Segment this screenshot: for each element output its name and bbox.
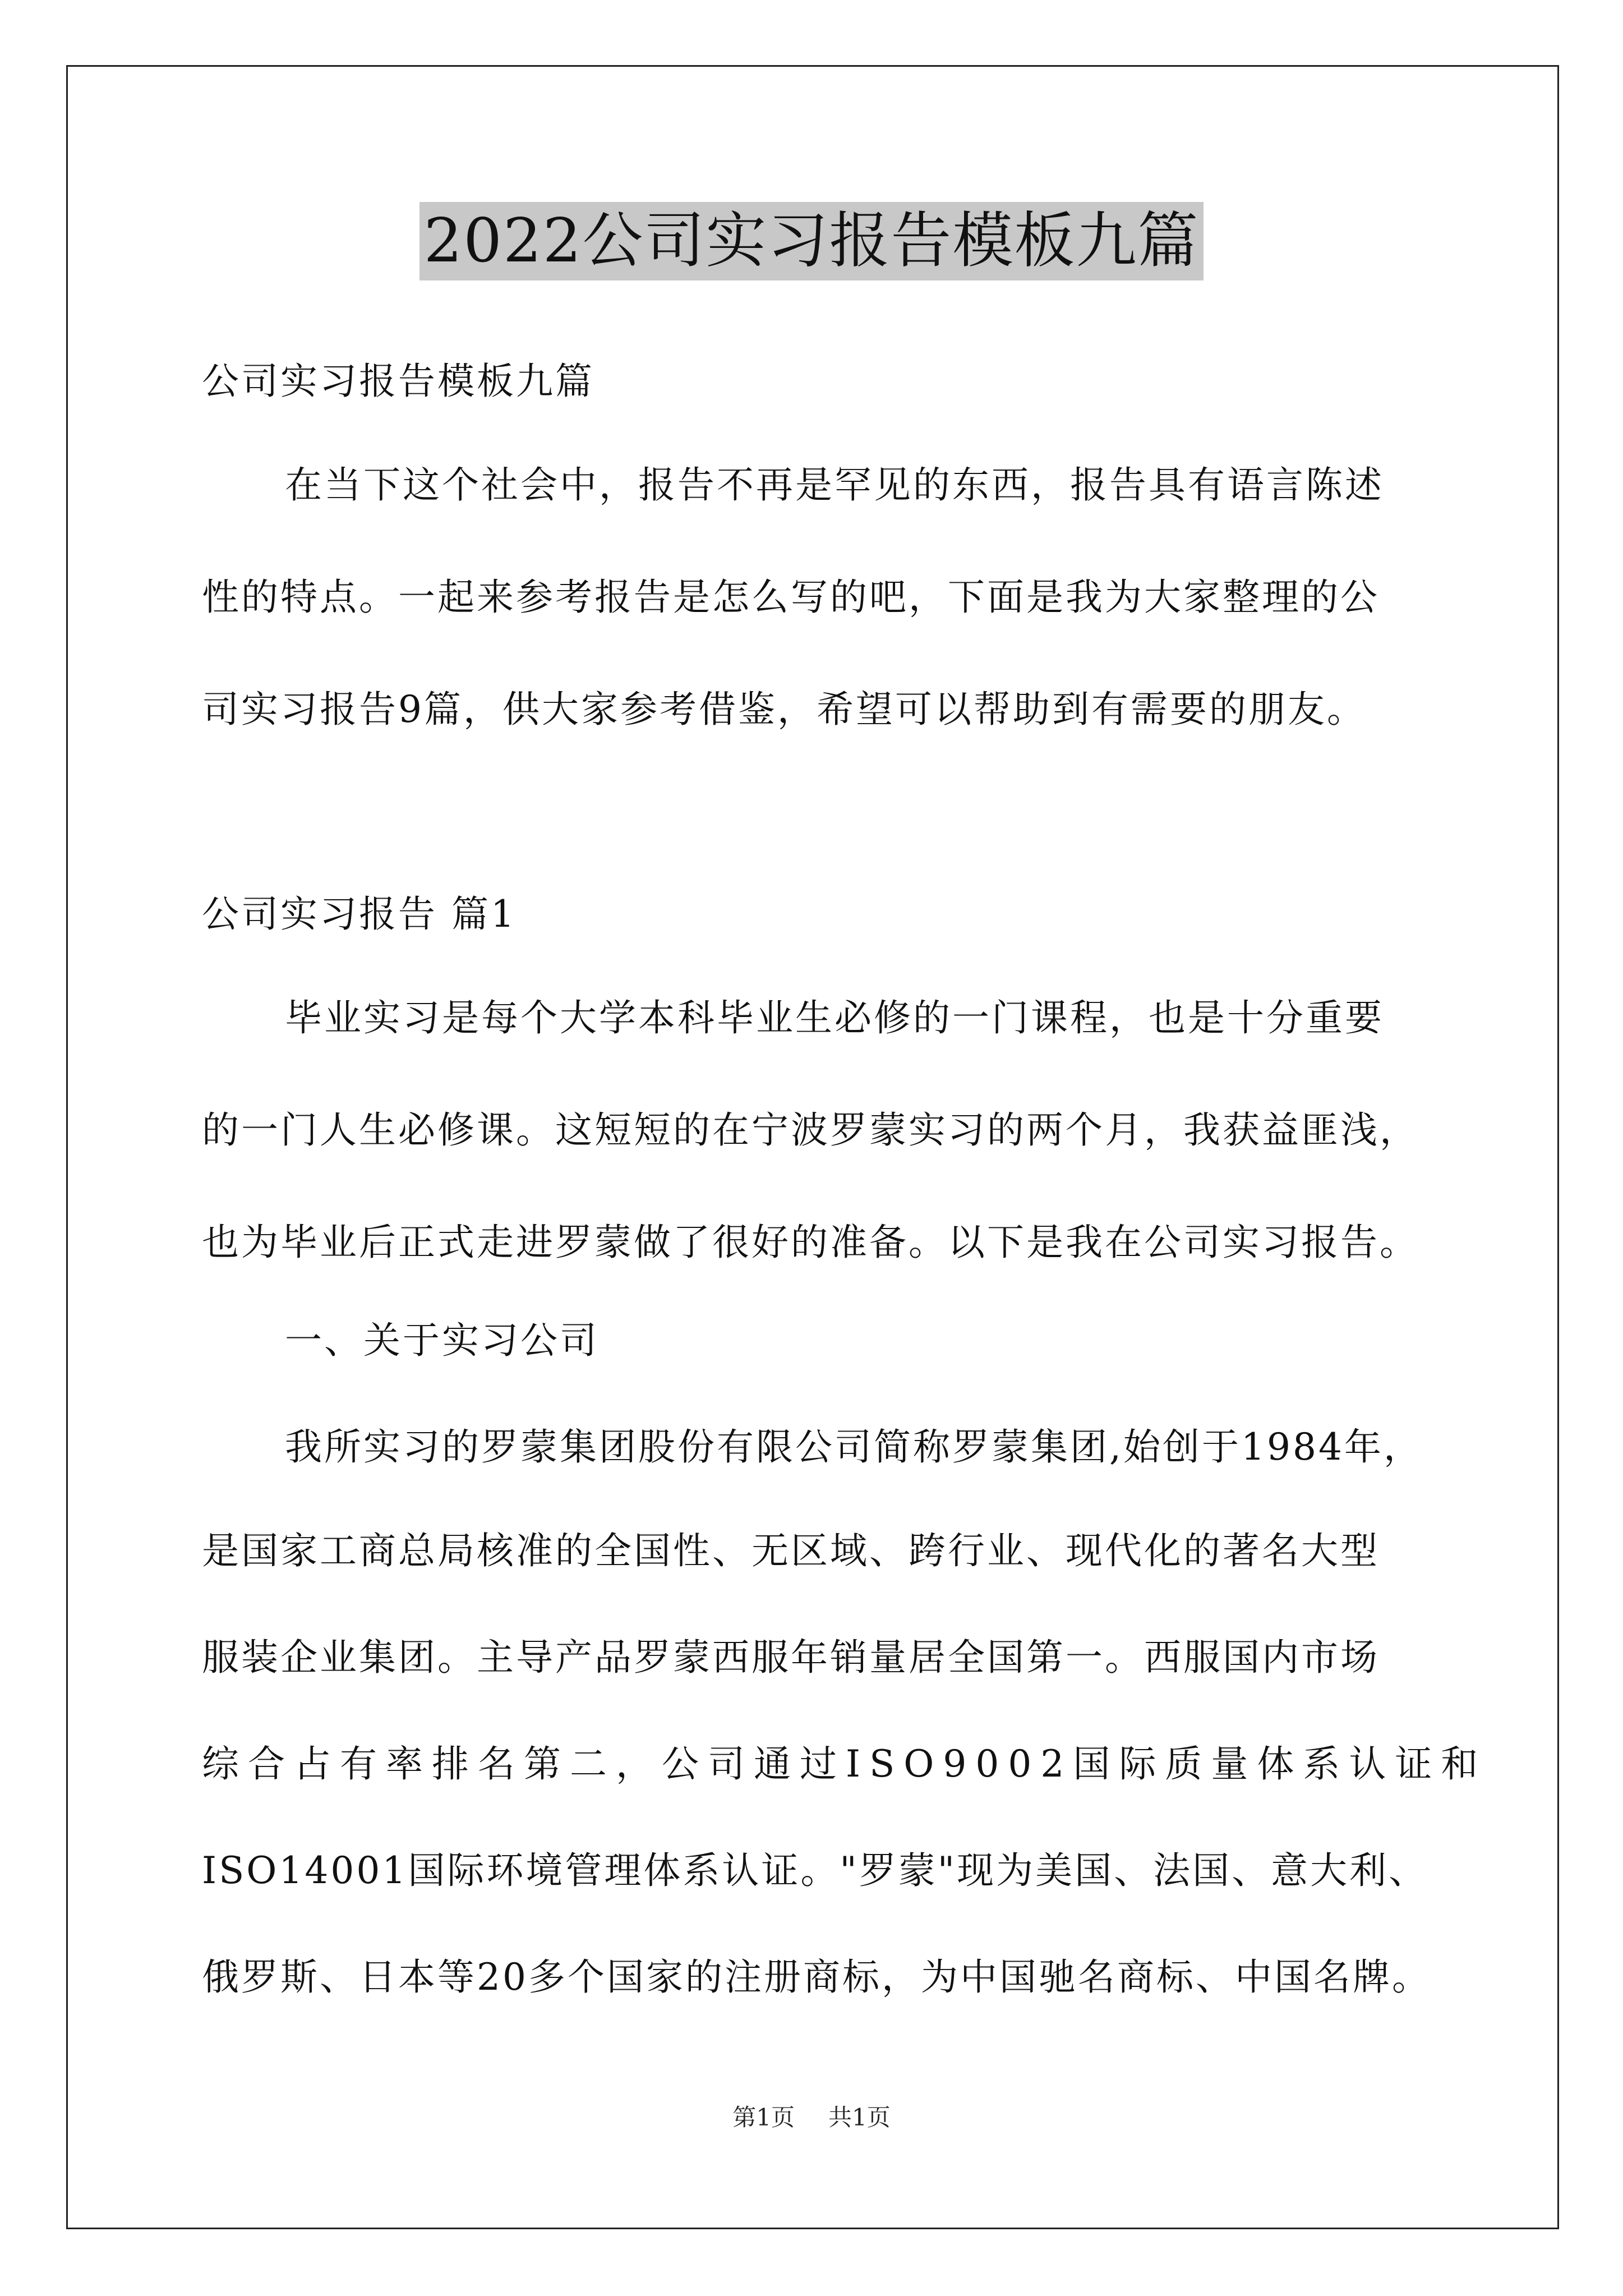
page-number: 第1页	[732, 2104, 795, 2131]
paragraph-line: ISO14001国际环境管理体系认证。"罗蒙"现为美国、法国、意大利、	[202, 1849, 1428, 1892]
intro-line: 在当下这个社会中，报告不再是罕见的东西，报告具有语言陈述	[285, 463, 1384, 507]
paragraph-line: 也为毕业后正式走进罗蒙做了很好的准备。以下是我在公司实习报告。	[202, 1221, 1419, 1264]
paragraph-line: 是国家工商总局核准的全国性、无区域、跨行业、现代化的著名大型	[202, 1529, 1380, 1572]
paragraph-line: 服装企业集团。主导产品罗蒙西服年销量居全国第一。西服国内市场	[202, 1636, 1380, 1679]
paragraph-line: 俄罗斯、日本等20多个国家的注册商标，为中国驰名商标、中国名牌。	[202, 1955, 1431, 1999]
paragraph-line: 毕业实习是每个大学本科毕业生必修的一门课程，也是十分重要	[285, 996, 1384, 1039]
intro-line: 司实习报告9篇，供大家参考借鉴，希望可以帮助到有需要的朋友。	[202, 688, 1366, 731]
intro-line: 性的特点。一起来参考报告是怎么写的吧，下面是我为大家整理的公	[202, 576, 1380, 619]
document-title: 2022公司实习报告模板九篇	[419, 202, 1204, 280]
title-container	[0, 202, 1623, 280]
document-subtitle: 公司实习报告模板九篇	[202, 360, 594, 403]
subheading: 一、关于实习公司	[285, 1319, 599, 1362]
paragraph-line: 的一门人生必修课。这短短的在宁波罗蒙实习的两个月，我获益匪浅，	[202, 1108, 1419, 1152]
paragraph-line: 综合占有率排名第二，公司通过ISO9002国际质量体系认证和	[202, 1742, 1487, 1786]
page-footer	[0, 2101, 1623, 2134]
page-total: 共1页	[828, 2104, 891, 2131]
section-heading: 公司实习报告 篇1	[202, 892, 517, 936]
paragraph-line: 我所实习的罗蒙集团股份有限公司简称罗蒙集团,始创于1984年，	[285, 1425, 1423, 1469]
